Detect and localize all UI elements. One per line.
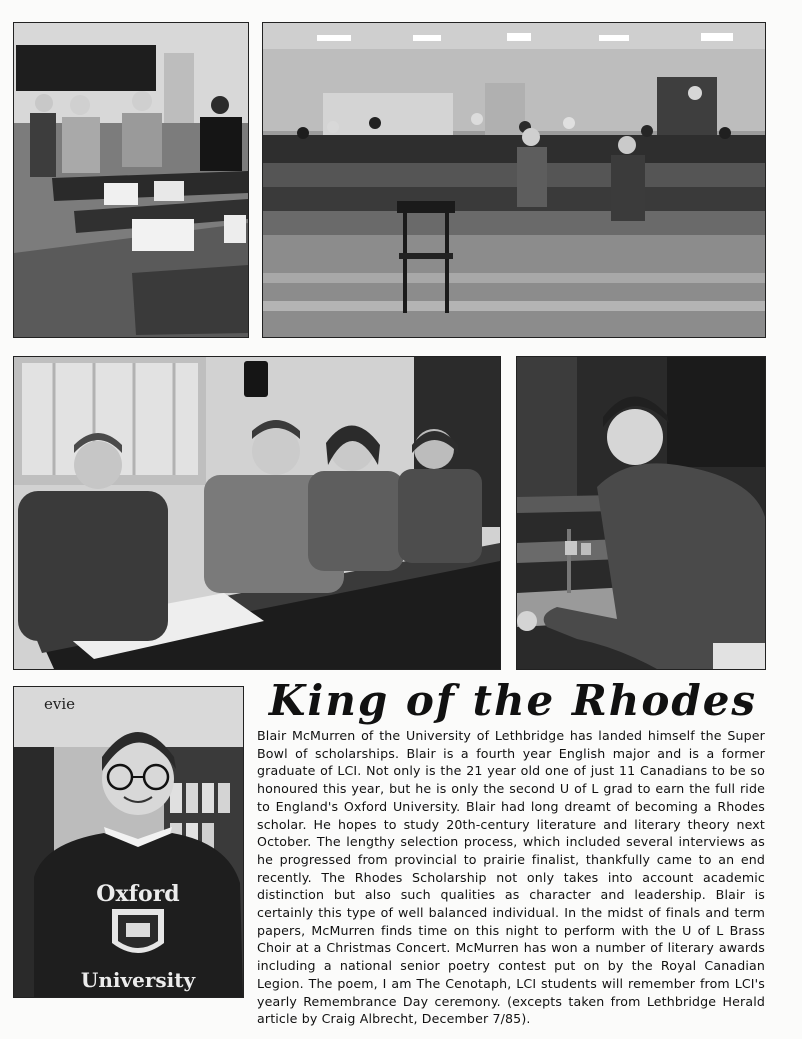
photo-student-at-table	[516, 356, 766, 670]
wall-text: evie	[44, 695, 76, 713]
article-headline: King of the Rhodes	[268, 676, 758, 725]
photo-students-at-bench	[13, 356, 501, 670]
sweater-text-university: University	[80, 968, 196, 992]
photo-blair-portrait	[13, 686, 244, 998]
photo-lecture-theatre	[262, 22, 766, 338]
article-body: Blair McMurren of the University of Lethbridge has landed himself the Super Bowl of scholarships. Blair is a fourth year English major and is a former graduate of LCI. Not only is the 21 year old one of just 11 Canadians to be so honoured this year, but he is only the second U of L grad to earn the full ride to England's Oxford University. Blair had long dreamt of becoming a Rhodes scholar. He hopes to study 20th-century literature and literary theory next October. The lengthy selection process, which included several interviews as he progressed from provincial to prairie finalist, thankfully came to an end recently. The Rhodes Scholarship not only takes into account academic distinction but also such qualities as character and leadership. Blair is certainly this type of well balanced individual. In the midst of finals and term papers, McMurren finds time on this night to perform with the U of L Brass Choir at a Christmas Concert. McMurren has won a number of literary awards including a national senior poetry contest put on by the Royal Canadian Legion. The poem, I am The Cenotaph, LCI students will remember from LCI's yearly Remembrance Day ceremony. (excepts taken from Lethbridge Herald article by Craig Albrecht, December 7/85).	[257, 728, 765, 1027]
sweater-text-oxford: Oxford	[96, 881, 180, 907]
photo-classroom-students	[13, 22, 249, 338]
